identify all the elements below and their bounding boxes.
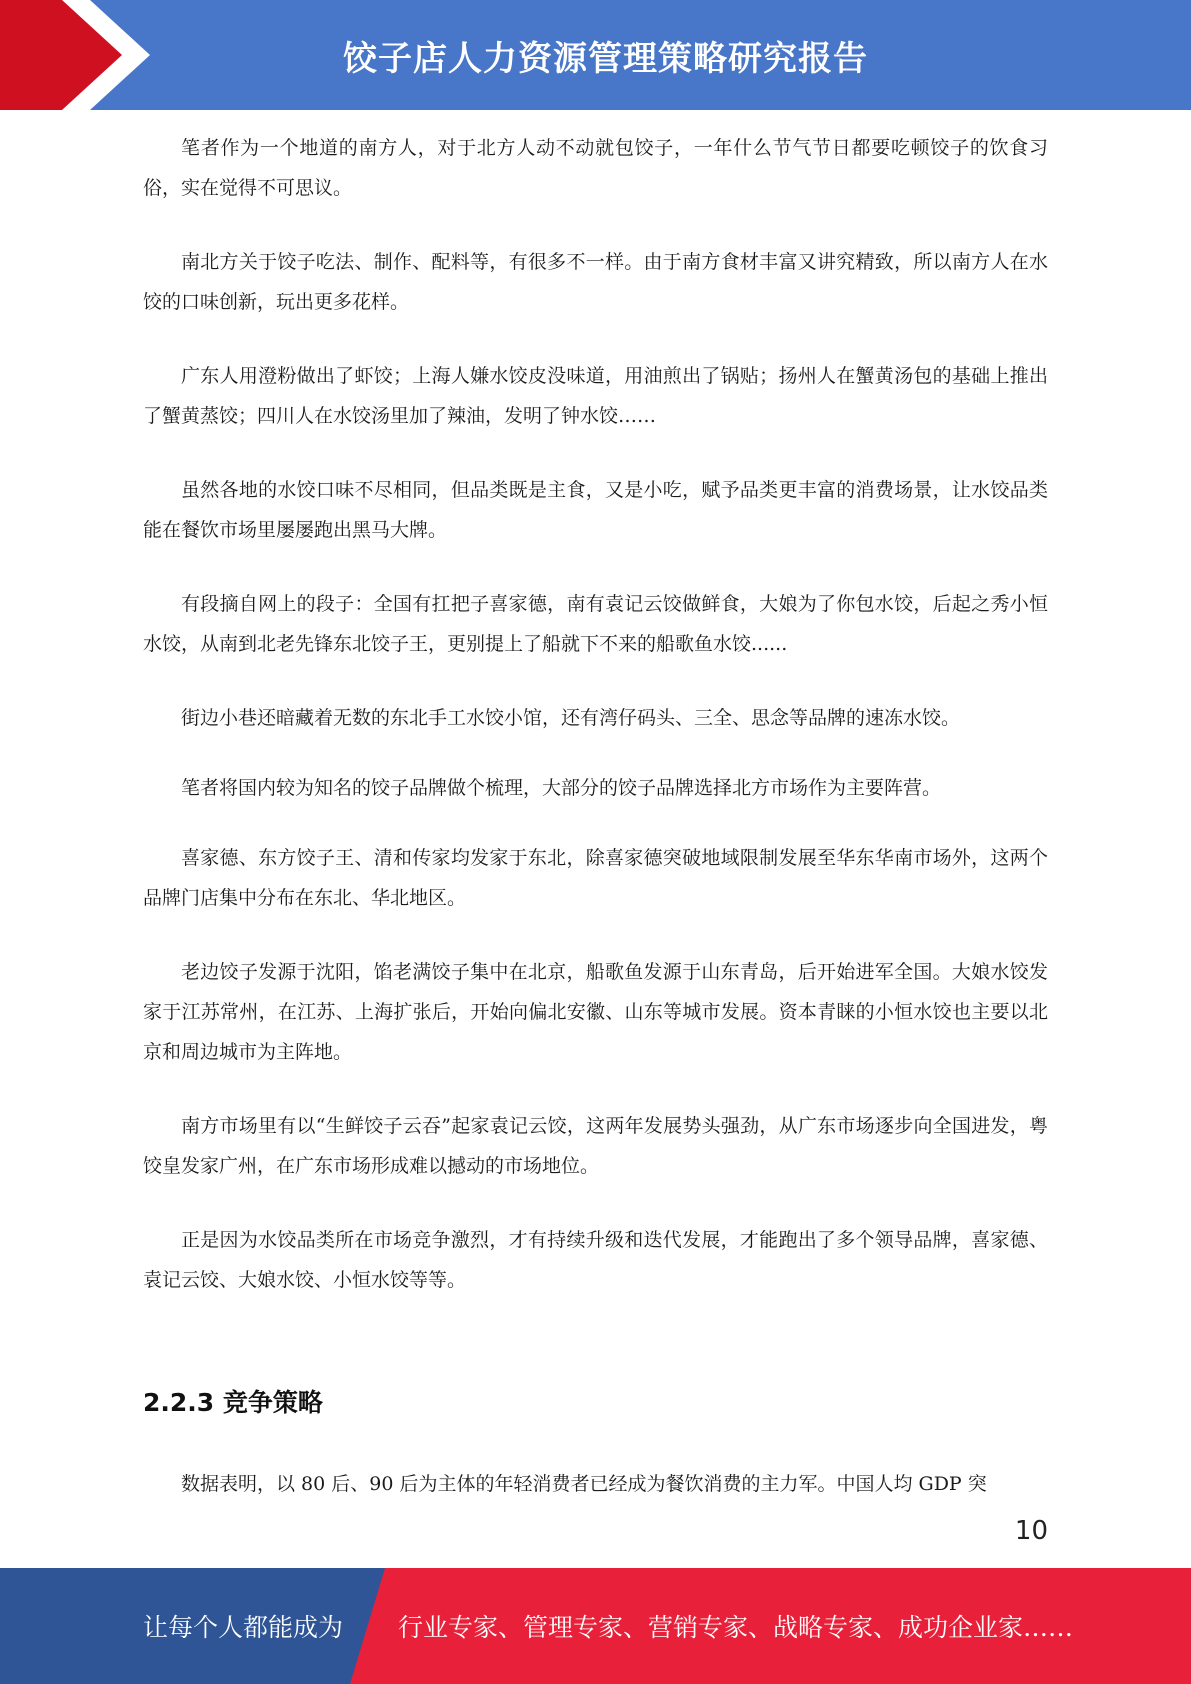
footer-slogan-right: 行业专家、管理专家、营销专家、战略专家、成功企业家…… [398, 1613, 1074, 1642]
report-title: 饺子店人力资源管理策略研究报告 [343, 38, 868, 79]
paragraph-5: 有段摘自网上的段子：全国有扛把子喜家德，南有袁记云饺做鲜食，大娘为了你包水饺，后起之秀小恒水饺，从南到北老先锋东北饺子王，更别提上了船就下不来的船歌鱼水饺...... [143, 593, 1048, 655]
page-footer [0, 1568, 1191, 1684]
paragraph-10: 南方市场里有以“生鲜饺子云吞”起家袁记云饺，这两年发展势头强劲，从广东市场逐步向全国进发，粤饺皇发家广州，在广东市场形成难以撼动的市场地位。 [143, 1115, 1048, 1177]
paragraph-9: 老边饺子发源于沈阳，馅老满饺子集中在北京，船歌鱼发源于山东青岛，后开始进军全国。大娘水饺发家于江苏常州，在江苏、上海扩张后，开始向偏北安徽、山东等城市发展。资本青睐的小恒水饺也主要以北京和周边城市为主阵地。 [143, 961, 1048, 1063]
paragraph-8: 喜家德、东方饺子王、清和传家均发家于东北，除喜家德突破地域限制发展至华东华南市场外，这两个品牌门店集中分布在东北、华北地区。 [143, 847, 1048, 909]
document-body [143, 128, 1048, 1300]
paragraph-11: 正是因为水饺品类所在市场竞争激烈，才有持续升级和迭代发展，才能跑出了多个领导品牌，喜家德、袁记云饺、大娘水饺、小恒水饺等等。 [143, 1229, 1048, 1291]
section-first-line: 数据表明，以 80 后、90 后为主体的年轻消费者已经成为餐饮消费的主力军。中国人均 GDP 突 [181, 1473, 987, 1495]
footer-slogan-left: 让每个人都能成为 [143, 1613, 344, 1642]
page-number: 10 [1014, 1516, 1048, 1546]
page-header [0, 0, 1191, 110]
paragraph-6: 街边小巷还暗藏着无数的东北手工水饺小馆，还有湾仔码头、三全、思念等品牌的速冻水饺。 [181, 707, 961, 729]
paragraph-2: 南北方关于饺子吃法、制作、配料等，有很多不一样。由于南方食材丰富又讲究精致，所以南方人在水饺的口味创新，玩出更多花样。 [143, 251, 1048, 313]
paragraph-3: 广东人用澄粉做出了虾饺；上海人嫌水饺皮没味道，用油煎出了锅贴；扬州人在蟹黄汤包的基础上推出了蟹黄蒸饺；四川人在水饺汤里加了辣油，发明了钟水饺…… [143, 365, 1048, 427]
section-heading: 2.2.3 竞争策略 [143, 1388, 323, 1417]
paragraph-7: 笔者将国内较为知名的饺子品牌做个梳理，大部分的饺子品牌选择北方市场作为主要阵营。 [181, 777, 942, 799]
paragraph-1: 笔者作为一个地道的南方人，对于北方人动不动就包饺子，一年什么节气节日都要吃顿饺子的饮食习俗，实在觉得不可思议。 [143, 137, 1048, 199]
paragraph-4: 虽然各地的水饺口味不尽相同，但品类既是主食，又是小吃，赋予品类更丰富的消费场景，让水饺品类能在餐饮市场里屡屡跑出黑马大牌。 [143, 479, 1048, 541]
